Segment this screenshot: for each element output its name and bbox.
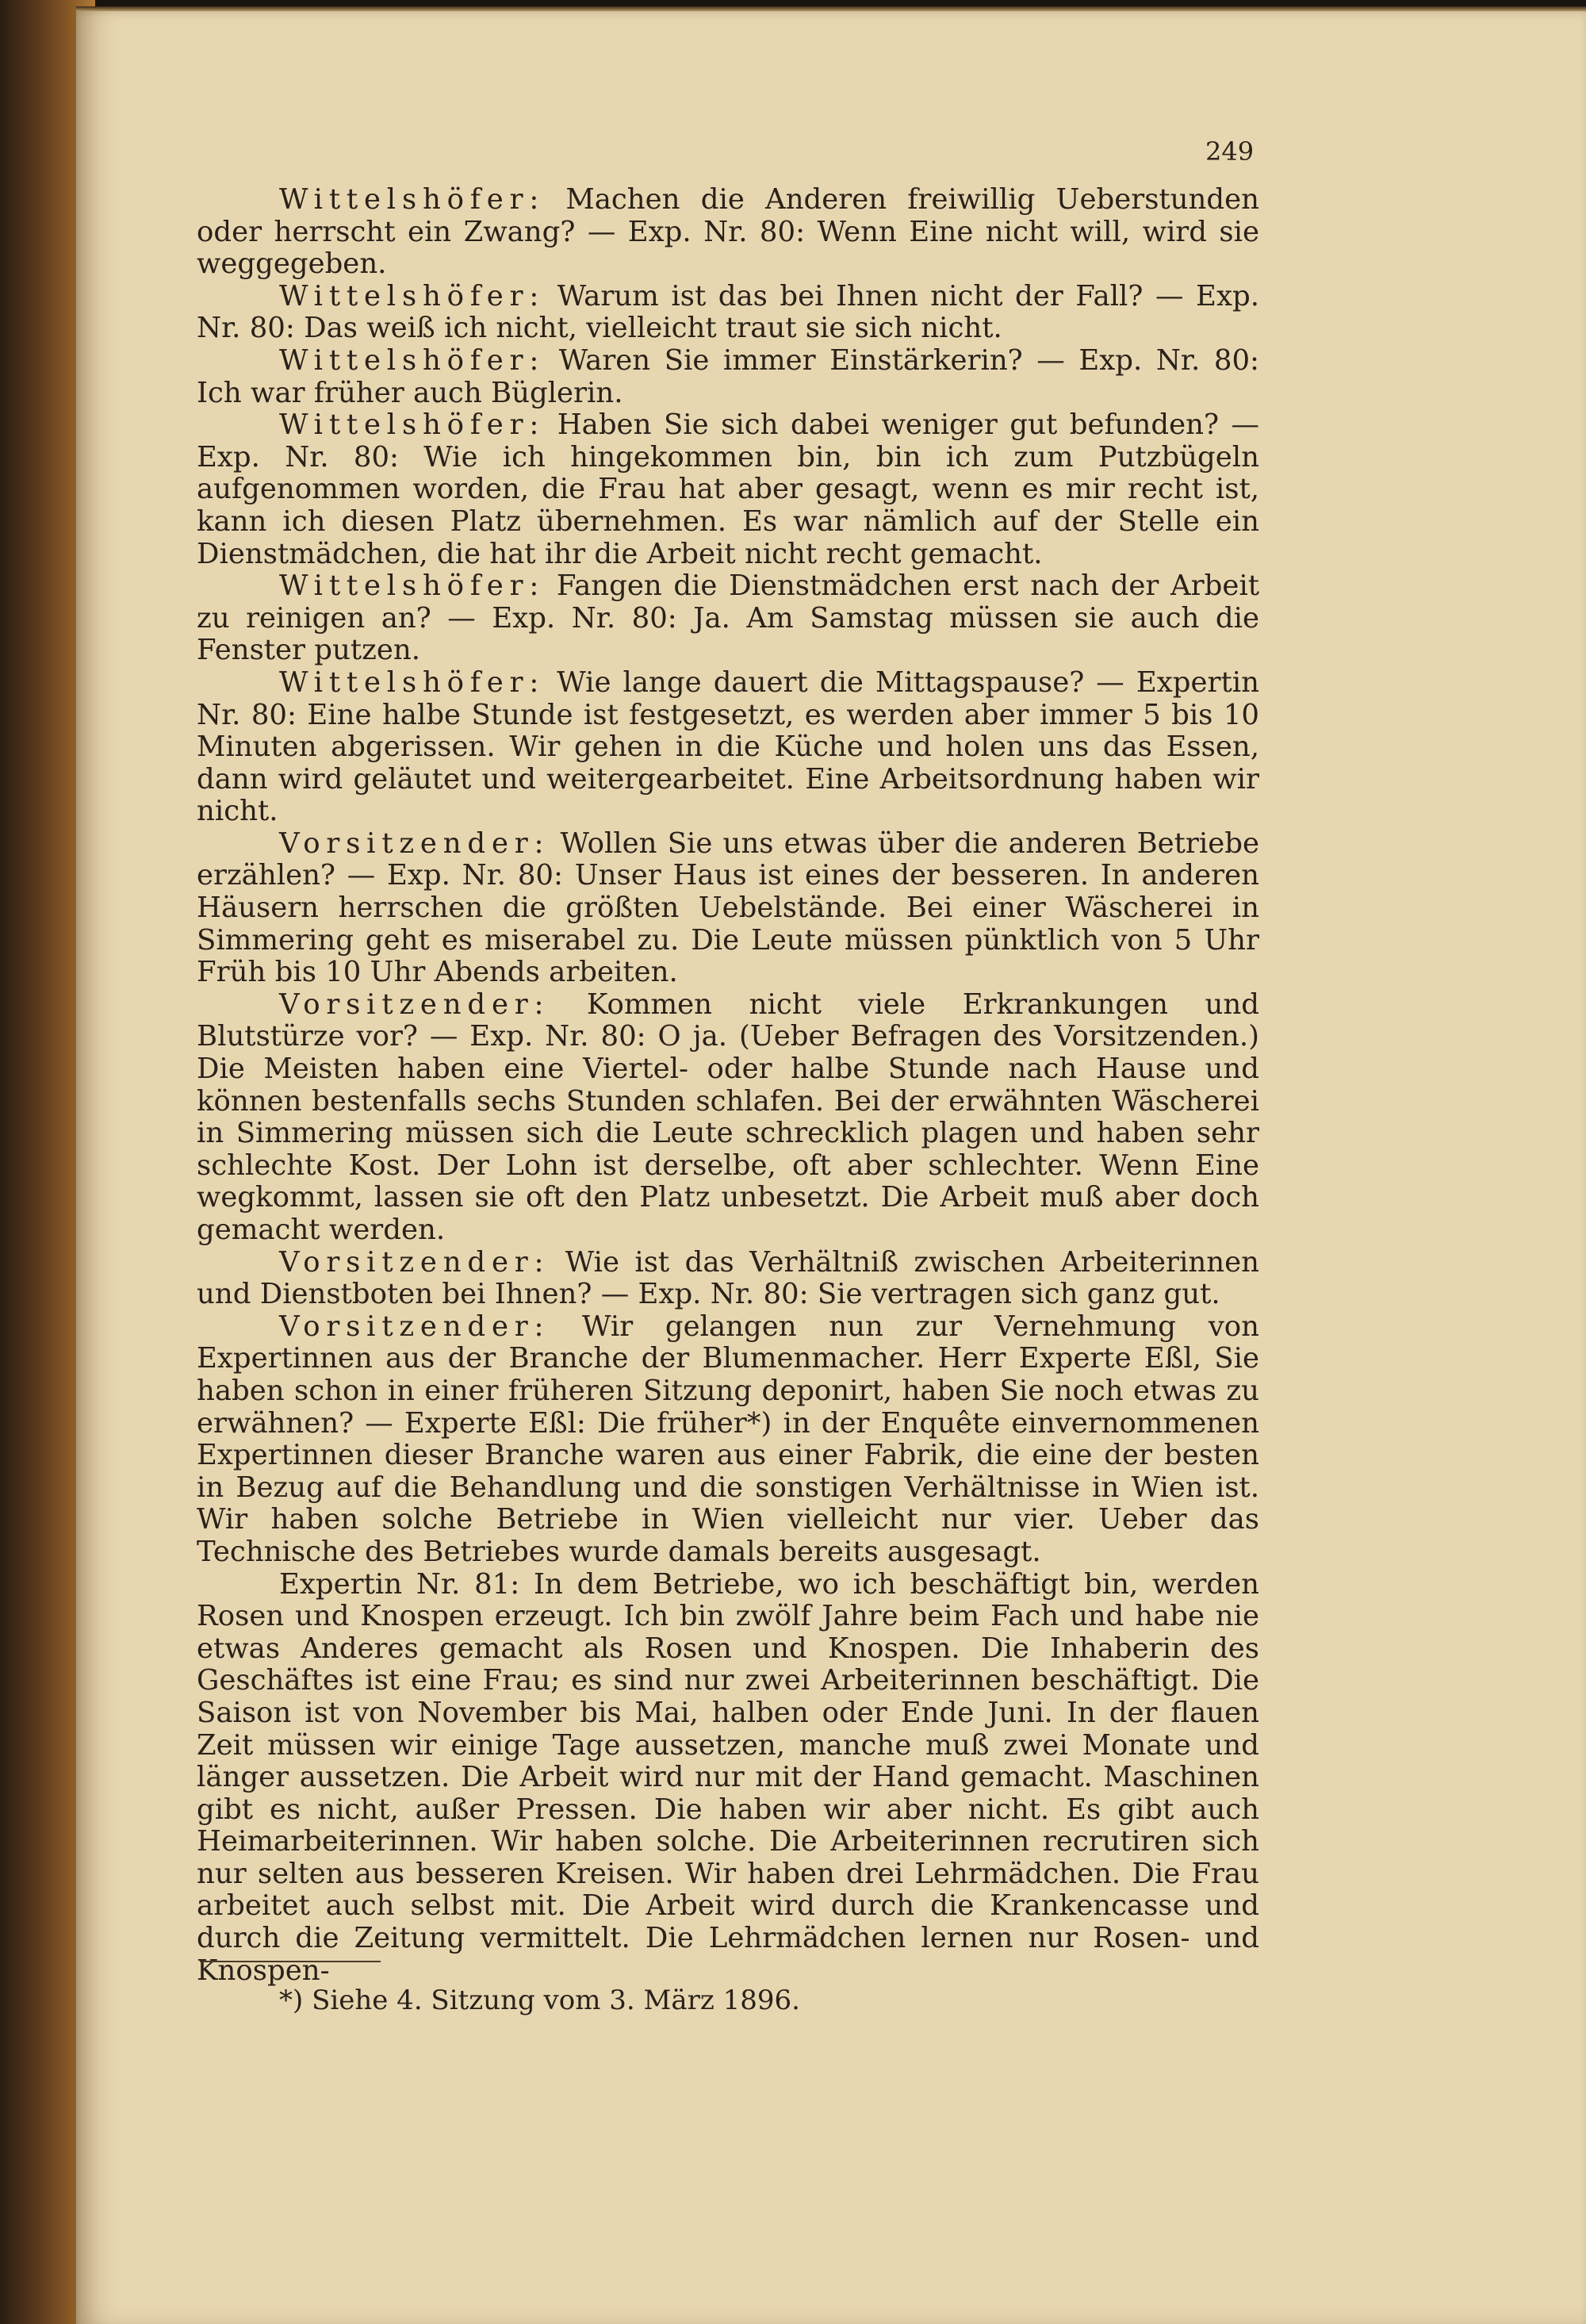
footnote-separator	[200, 1961, 381, 1962]
paragraph	[197, 345, 1259, 409]
paragraph-text: Machen die Anderen freiwillig Ueberstunden oder herrscht ein Zwang? — Exp. Nr. 80: Wenn Eine nicht will, wird sie weggegeben.	[197, 183, 1259, 281]
paragraph-text: Haben Sie sich dabei weniger gut befunden? — Exp. Nr. 80: Wie ich hingekommen bin, bin ich zum Putzbügeln aufgenommen worden, die Frau hat aber gesagt, wenn es mir recht ist, kann ich diesen Platz übernehmen. Es war nämlich auf der Stelle ein Dienstmädchen, die hat ihr die Arbeit nicht recht gemacht.	[197, 408, 1259, 570]
paragraph	[197, 1311, 1259, 1569]
paragraph	[197, 281, 1259, 345]
paragraph-text: Wie ist das Verhältniß zwischen Arbeiterinnen und Dienstboten bei Ihnen? — Exp. Nr. 80: Sie vertragen sich ganz gut.	[197, 1245, 1259, 1311]
paragraph	[197, 184, 1259, 281]
paragraph	[197, 989, 1259, 1247]
speaker-name: Wittelshöfer:	[279, 408, 546, 442]
speaker-name: Vorsitzender:	[279, 1245, 550, 1279]
paragraph	[197, 570, 1259, 667]
paragraph-text: Wir gelangen nun zur Vernehmung von Expertinnen aus der Branche der Blumenmacher. Herr Experte Eßl, Sie haben schon in einer früheren Sitzung deponirt, haben Sie noch etwas zu erwähnen? — Experte Eßl: Die früher*) in der Enquête einvernommenen Expertinnen dieser Branche waren aus einer Fabrik, die eine der besten in Bezug auf die Behandlung und die sonstigen Verhältnisse in Wien ist. Wir haben solche Betriebe in Wien vielleicht nur vier. Ueber das Technische des Betriebes wurde damals bereits ausgesagt.	[197, 1310, 1259, 1568]
body-text	[197, 184, 1259, 1987]
speaker-name: Vorsitzender:	[279, 826, 550, 860]
paragraph-text: Wie lange dauert die Mittagspause? — Expertin Nr. 80: Eine halbe Stunde ist festgesetzt, es werden aber immer 5 bis 10 Minuten abgerissen. Wir gehen in die Küche und holen uns das Essen, dann wird geläutet und weitergearbeitet. Eine Arbeitsordnung haben wir nicht.	[197, 665, 1259, 828]
paragraph	[197, 1569, 1259, 1988]
speaker-name: Wittelshöfer:	[279, 569, 546, 603]
paragraph	[197, 667, 1259, 828]
paragraph-text: Fangen die Dienstmädchen erst nach der Arbeit zu reinigen an? — Exp. Nr. 80: Ja. Am Samstag müssen sie auch die Fenster putzen.	[197, 569, 1259, 667]
page-top-edge	[76, 6, 1586, 11]
paragraph-text: Kommen nicht viele Erkrankungen und Blutstürze vor? — Exp. Nr. 80: O ja. (Ueber Befragen des Vorsitzenden.) Die Meisten haben eine Viertel- oder halbe Stunde nach Hause und können bestenfalls sechs Stunden schlafen. Bei der erwähnten Wäscherei in Simmering müssen sich die Leute schrecklich plagen und haben sehr schlechte Kost. Der Lohn ist derselbe, oft aber schlechter. Wenn Eine wegkommt, lassen sie oft den Platz unbesetzt. Die Arbeit muß aber doch gemacht werden.	[197, 988, 1259, 1246]
paragraph-text: Warum ist das bei Ihnen nicht der Fall? — Exp. Nr. 80: Das weiß ich nicht, vielleicht traut sie sich nicht.	[197, 279, 1259, 345]
paragraph-text: Waren Sie immer Einstärkerin? — Exp. Nr. 80: Ich war früher auch Büglerin.	[197, 343, 1259, 409]
speaker-name: Vorsitzender:	[279, 1310, 550, 1343]
footnote: *) Siehe 4. Sitzung vom 3. März 1896.	[279, 1985, 800, 2016]
speaker-name: Wittelshöfer:	[279, 665, 546, 699]
paragraph	[197, 1247, 1259, 1311]
paragraph-text: Expertin Nr. 81: In dem Betriebe, wo ich beschäftigt bin, werden Rosen und Knospen erzeugt. Ich bin zwölf Jahre beim Fach und habe nie etwas Anderes gemacht als Rosen und Knospen. Die Inhaberin des Geschäftes ist eine Frau; es sind nur zwei Arbeiterinnen beschäftigt. Die Saison ist von November bis Mai, halben oder Ende Juni. In der flauen Zeit müssen wir einige Tage aussetzen, manche muß zwei Monate und länger aussetzen. Die Arbeit wird nur mit der Hand gemacht. Maschinen gibt es nicht, außer Pressen. Die haben wir aber nicht. Es gibt auch Heimarbeiterinnen. Wir haben solche. Die Arbeiterinnen recrutiren sich nur selten aus besseren Kreisen. Wir haben drei Lehrmädchen. Die Frau arbeitet auch selbst mit. Die Arbeit wird durch die Krankencasse und durch die Zeitung vermittelt. Die Lehrmädchen lernen nur Rosen- und Knospen-	[197, 1567, 1259, 1987]
speaker-name: Wittelshöfer:	[279, 279, 546, 313]
paragraph-text: Wollen Sie uns etwas über die anderen Betriebe erzählen? — Exp. Nr. 80: Unser Haus ist eines der besseren. In anderen Häusern herrschen die größten Uebelstände. Bei einer Wäscherei in Simmering geht es miserabel zu. Die Leute müssen pünktlich von 5 Uhr Früh bis 10 Uhr Abends arbeiten.	[197, 826, 1259, 989]
speaker-name: Wittelshöfer:	[279, 183, 546, 216]
speaker-name: Vorsitzender:	[279, 988, 550, 1021]
paragraph	[197, 828, 1259, 989]
paragraph	[197, 409, 1259, 570]
speaker-name: Wittelshöfer:	[279, 343, 546, 377]
page-number: 249	[1205, 136, 1255, 167]
